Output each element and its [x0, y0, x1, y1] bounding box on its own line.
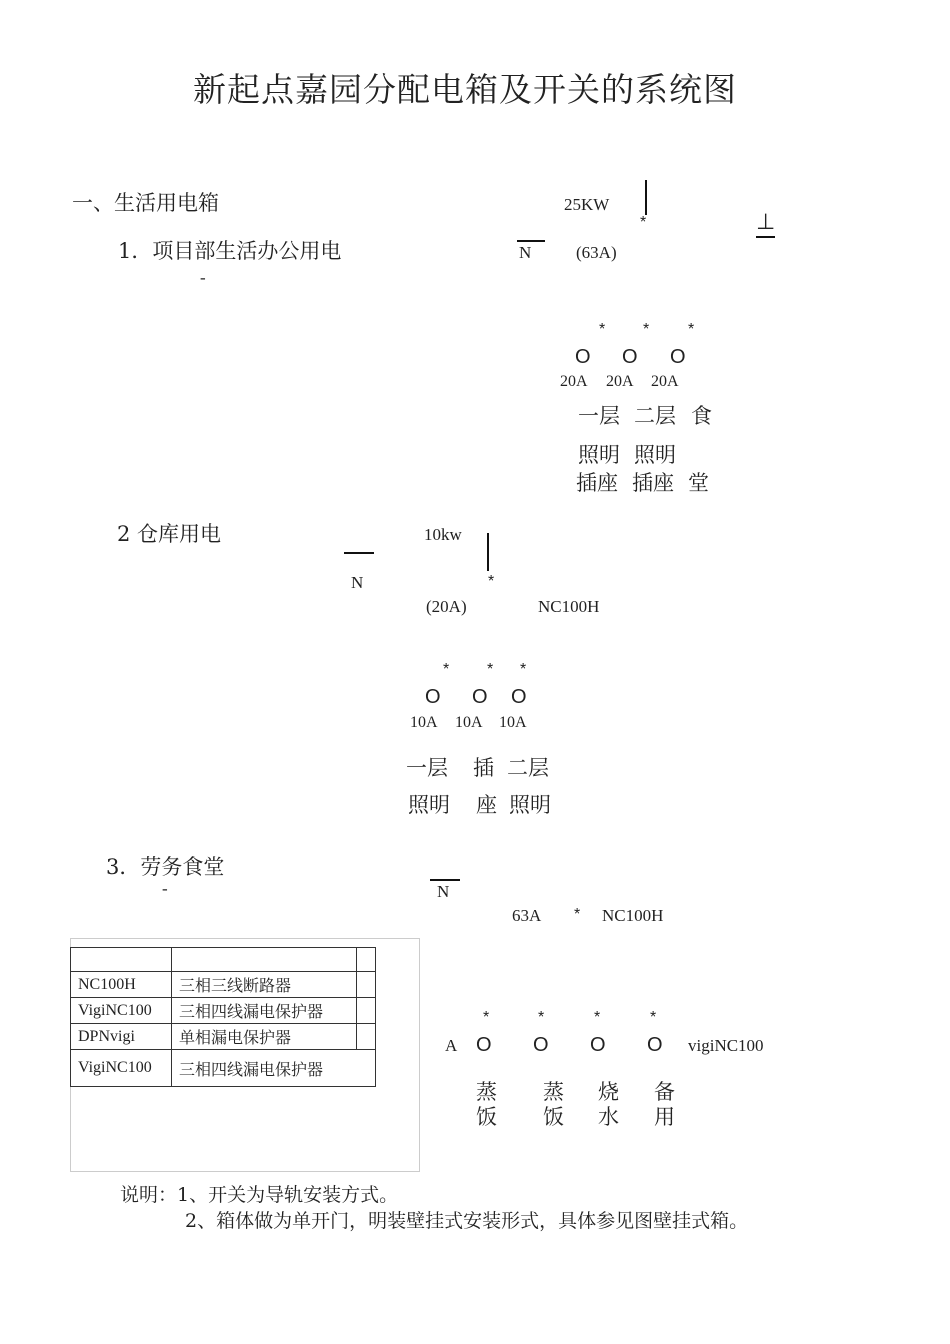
- branch-star: *: [487, 661, 494, 678]
- branch-label: 一层: [406, 756, 448, 780]
- branch-switch-icon: O: [425, 686, 441, 708]
- branch-star: *: [443, 661, 450, 678]
- main-breaker-rating: (20A): [426, 597, 467, 616]
- sub-heading-office-power: 1．项目部生活办公用电: [118, 239, 342, 263]
- branch-rating: 10A: [455, 714, 483, 731]
- table-cell: [357, 998, 376, 1024]
- branch-label: 插座: [576, 471, 618, 495]
- table-cell: 单相漏电保护器: [172, 1024, 357, 1050]
- branch-rating: 20A: [651, 373, 679, 390]
- table-cell: 三相四线漏电保护器: [172, 1050, 376, 1087]
- branch-label: 二层: [507, 756, 549, 780]
- table-row: [71, 972, 376, 998]
- power-rating-25kw: 25KW: [564, 195, 610, 214]
- neutral-bar: [430, 879, 460, 881]
- note-line-2: 2、箱体做为单开门，明装壁挂式安装形式，具体参见图壁挂式箱。: [185, 1210, 749, 1232]
- table-cell: 三相四线漏电保护器: [172, 998, 357, 1024]
- table-cell: 三相三线断路器: [172, 972, 357, 998]
- branch-switch-icon: O: [590, 1034, 606, 1056]
- branch-rating: 10A: [410, 714, 438, 731]
- neutral-label: N: [437, 882, 450, 901]
- branch-rating: 10A: [499, 714, 527, 731]
- branch-label: 食: [691, 404, 712, 428]
- branch-label: 插座: [632, 471, 674, 495]
- table-row: [71, 998, 376, 1024]
- table-cell: [357, 948, 376, 972]
- note-line-1: 说明：1、开关为导轨安装方式。: [120, 1184, 399, 1206]
- branch-switch-icon: O: [622, 346, 638, 368]
- phase-label: A: [445, 1036, 458, 1055]
- branch-label: 饭: [476, 1105, 497, 1129]
- branch-switch-icon: O: [472, 686, 488, 708]
- branch-star: *: [688, 321, 695, 338]
- table-cell: VigiNC100: [71, 998, 172, 1024]
- branch-label: 一层: [578, 404, 620, 428]
- table-cell: [71, 948, 172, 972]
- branch-label: 堂: [688, 471, 709, 495]
- breaker-model: NC100H: [538, 597, 600, 616]
- breaker-model: NC100H: [602, 906, 664, 925]
- neutral-bar: [517, 240, 545, 242]
- branch-star: *: [643, 321, 650, 338]
- incoming-feeder-line: [487, 533, 489, 571]
- main-breaker-rating: 63A: [512, 906, 542, 925]
- branch-switch-icon: O: [670, 346, 686, 368]
- branch-model: vigiNC100: [688, 1036, 764, 1055]
- branch-label: 照明: [578, 443, 620, 467]
- table-cell: NC100H: [71, 972, 172, 998]
- dash-mark: -: [162, 879, 168, 898]
- branch-label: 水: [598, 1105, 619, 1129]
- branch-switch-icon: O: [511, 686, 527, 708]
- branch-label: 饭: [543, 1105, 564, 1129]
- main-breaker-star: *: [488, 573, 495, 590]
- sub-heading-warehouse-power: 2 仓库用电: [117, 522, 222, 546]
- branch-star: *: [650, 1009, 657, 1026]
- branch-label: 蒸: [543, 1080, 564, 1104]
- branch-label: 座: [476, 793, 497, 817]
- branch-star: *: [594, 1009, 601, 1026]
- branch-rating: 20A: [606, 373, 634, 390]
- branch-star: *: [483, 1009, 490, 1026]
- branch-label: 照明: [634, 443, 676, 467]
- table-row: [71, 948, 376, 972]
- branch-rating: 20A: [560, 373, 588, 390]
- neutral-bar: [344, 552, 374, 554]
- power-rating-10kw: 10kw: [424, 525, 462, 544]
- table-row: [71, 1050, 376, 1087]
- branch-label: 蒸: [476, 1080, 497, 1104]
- table-cell: [357, 1024, 376, 1050]
- main-breaker-star: *: [640, 214, 647, 231]
- components-table: [70, 947, 376, 1087]
- branch-switch-icon: O: [647, 1034, 663, 1056]
- main-breaker-star: *: [574, 906, 581, 923]
- branch-star: *: [538, 1009, 545, 1026]
- sub-heading-canteen: 3．劳务食堂: [106, 855, 225, 879]
- table-cell: [357, 972, 376, 998]
- incoming-feeder-line: [645, 180, 647, 215]
- branch-switch-icon: O: [575, 346, 591, 368]
- branch-switch-icon: O: [476, 1034, 492, 1056]
- table-cell: VigiNC100: [71, 1050, 172, 1087]
- table-row: [71, 1024, 376, 1050]
- main-breaker-rating: (63A): [576, 243, 617, 262]
- ground-icon: ⊥: [756, 210, 775, 238]
- branch-label: 备: [654, 1080, 675, 1104]
- dash-mark: -: [200, 268, 206, 287]
- branch-label: 烧: [598, 1080, 619, 1104]
- branch-label: 二层: [634, 404, 676, 428]
- table-cell: [172, 948, 357, 972]
- branch-label: 照明: [509, 793, 551, 817]
- neutral-label: N: [351, 573, 364, 592]
- branch-label: 照明: [408, 793, 450, 817]
- page-title: 新起点嘉园分配电箱及开关的系统图: [193, 70, 737, 109]
- section-heading-living-box: 一、生活用电箱: [72, 191, 219, 215]
- branch-label: 用: [654, 1105, 675, 1129]
- branch-star: *: [520, 661, 527, 678]
- table-cell: DPNvigi: [71, 1024, 172, 1050]
- branch-switch-icon: O: [533, 1034, 549, 1056]
- branch-star: *: [599, 321, 606, 338]
- branch-label: 插: [473, 756, 494, 780]
- neutral-label: N: [519, 243, 532, 262]
